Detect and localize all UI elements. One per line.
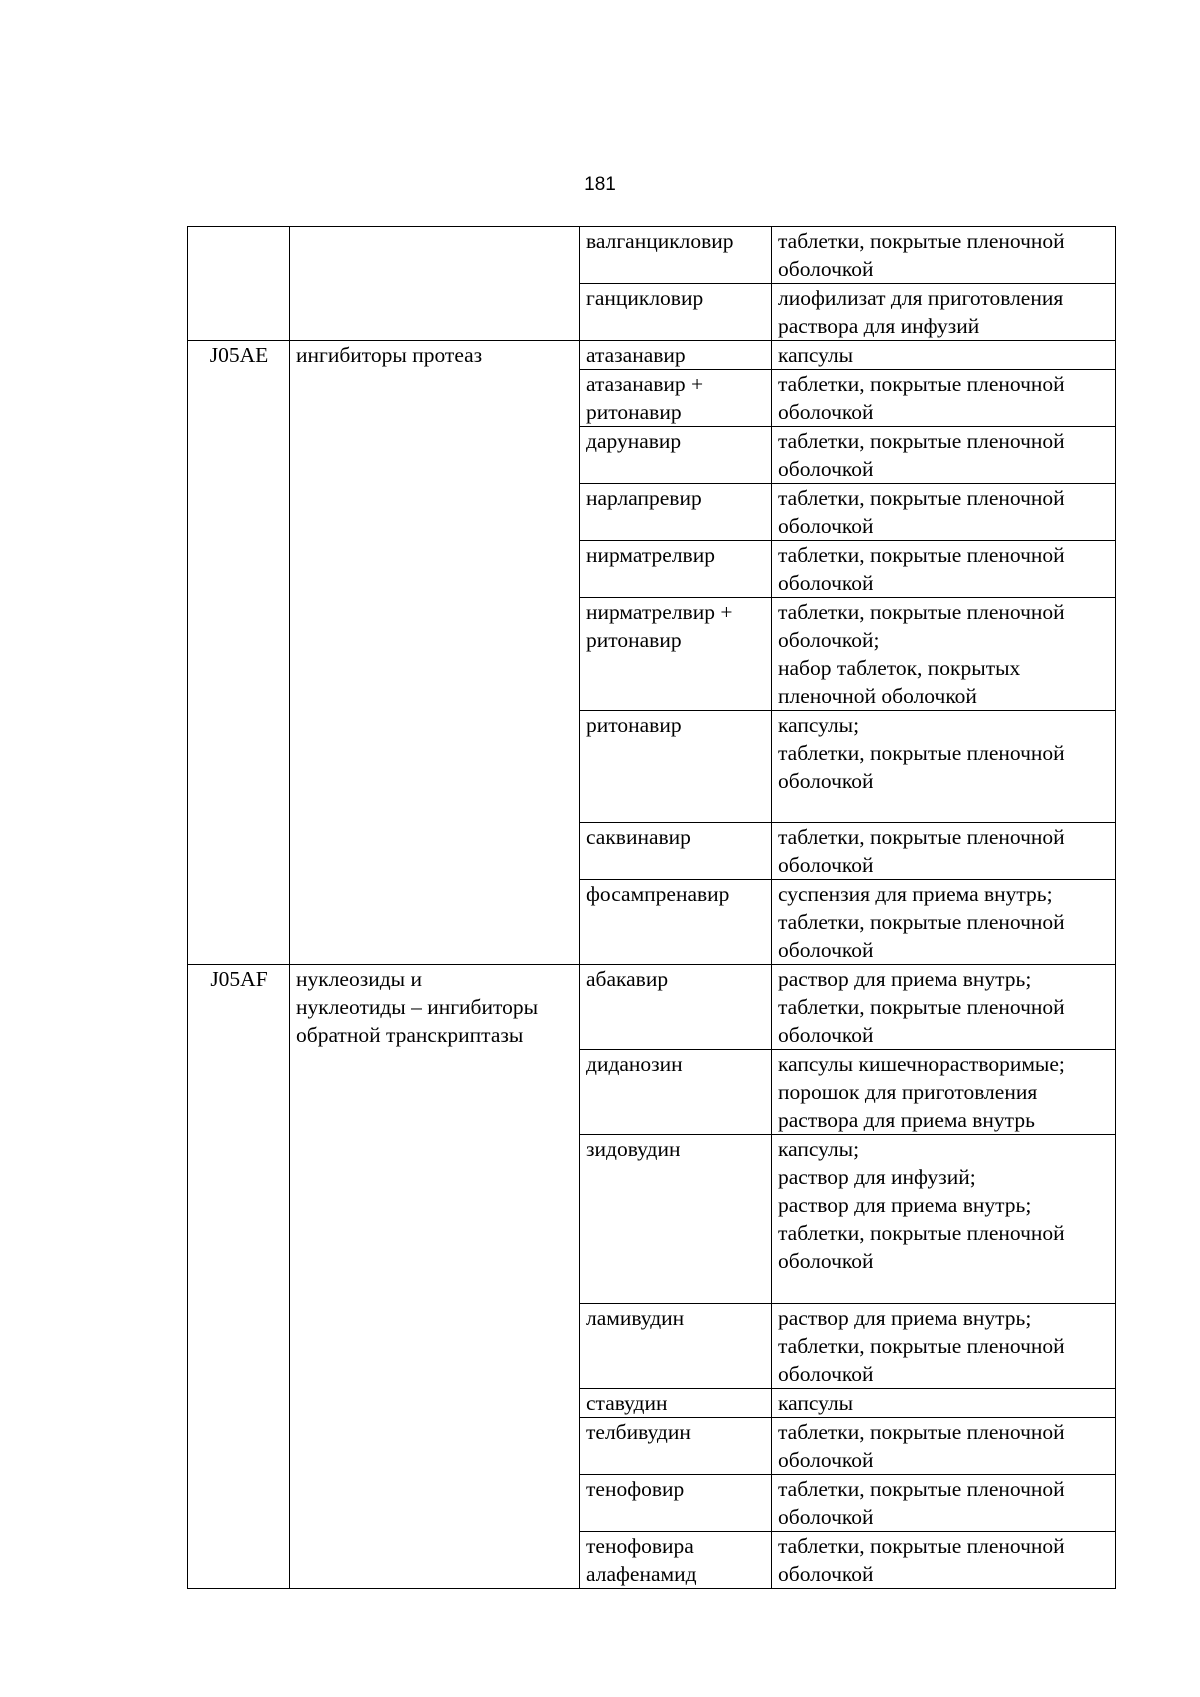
drug-name-cell: абакавир bbox=[580, 965, 772, 1050]
drug-name-cell: нарлапревир bbox=[580, 484, 772, 541]
dosage-form-cell: суспензия для приема внутрь; таблетки, покрытые пленочной оболочкой bbox=[772, 880, 1116, 965]
dosage-form-cell: таблетки, покрытые пленочной оболочкой bbox=[772, 1475, 1116, 1532]
table-row bbox=[188, 227, 1116, 284]
dosage-form-cell: таблетки, покрытые пленочной оболочкой bbox=[772, 427, 1116, 484]
drug-name-cell: атазанавир + ритонавир bbox=[580, 370, 772, 427]
drug-name-cell: ритонавир bbox=[580, 711, 772, 823]
drug-name-cell: валганцикловир bbox=[580, 227, 772, 284]
dosage-form-cell: капсулы; раствор для инфузий; раствор для приема внутрь; таблетки, покрытые пленочной оболочкой bbox=[772, 1135, 1116, 1304]
page-number: 181 bbox=[584, 174, 616, 195]
dosage-form-cell: таблетки, покрытые пленочной оболочкой bbox=[772, 484, 1116, 541]
drug-table bbox=[187, 226, 1116, 1589]
drug-name-cell: нирматрелвир + ритонавир bbox=[580, 598, 772, 711]
drug-name-cell: дарунавир bbox=[580, 427, 772, 484]
dosage-form-cell: таблетки, покрытые пленочной оболочкой bbox=[772, 823, 1116, 880]
atc-code-cell bbox=[188, 227, 290, 341]
drug-name-cell: ламивудин bbox=[580, 1304, 772, 1389]
dosage-form-cell: таблетки, покрытые пленочной оболочкой bbox=[772, 541, 1116, 598]
dosage-form-cell: раствор для приема внутрь; таблетки, покрытые пленочной оболочкой bbox=[772, 965, 1116, 1050]
group-name-cell bbox=[290, 227, 580, 341]
drug-name-cell: телбивудин bbox=[580, 1418, 772, 1475]
table-row bbox=[188, 965, 1116, 1050]
drug-name-cell: диданозин bbox=[580, 1050, 772, 1135]
atc-code-cell: J05AF bbox=[188, 965, 290, 1589]
dosage-form-cell: таблетки, покрытые пленочной оболочкой; набор таблеток, покрытых пленочной оболочкой bbox=[772, 598, 1116, 711]
drug-name-cell: саквинавир bbox=[580, 823, 772, 880]
drug-name-cell: атазанавир bbox=[580, 341, 772, 370]
dosage-form-cell: капсулы; таблетки, покрытые пленочной оболочкой bbox=[772, 711, 1116, 823]
atc-code-cell: J05AE bbox=[188, 341, 290, 965]
drug-name-cell: ставудин bbox=[580, 1389, 772, 1418]
dosage-form-cell: таблетки, покрытые пленочной оболочкой bbox=[772, 370, 1116, 427]
drug-name-cell: тенофовира алафенамид bbox=[580, 1532, 772, 1589]
drug-name-cell: нирматрелвир bbox=[580, 541, 772, 598]
drug-name-cell: зидовудин bbox=[580, 1135, 772, 1304]
dosage-form-cell: таблетки, покрытые пленочной оболочкой bbox=[772, 1532, 1116, 1589]
dosage-form-cell: капсулы кишечнорастворимые; порошок для приготовления раствора для приема внутрь bbox=[772, 1050, 1116, 1135]
drug-name-cell: ганцикловир bbox=[580, 284, 772, 341]
dosage-form-cell: раствор для приема внутрь; таблетки, покрытые пленочной оболочкой bbox=[772, 1304, 1116, 1389]
dosage-form-cell: таблетки, покрытые пленочной оболочкой bbox=[772, 1418, 1116, 1475]
table-row bbox=[188, 341, 1116, 370]
group-name-cell: нуклеозиды и нуклеотиды – ингибиторы обратной транскриптазы bbox=[290, 965, 580, 1589]
drug-name-cell: тенофовир bbox=[580, 1475, 772, 1532]
dosage-form-cell: капсулы bbox=[772, 1389, 1116, 1418]
dosage-form-cell: капсулы bbox=[772, 341, 1116, 370]
group-name-cell: ингибиторы протеаз bbox=[290, 341, 580, 965]
dosage-form-cell: лиофилизат для приготовления раствора для инфузий bbox=[772, 284, 1116, 341]
drug-name-cell: фосампренавир bbox=[580, 880, 772, 965]
dosage-form-cell: таблетки, покрытые пленочной оболочкой bbox=[772, 227, 1116, 284]
